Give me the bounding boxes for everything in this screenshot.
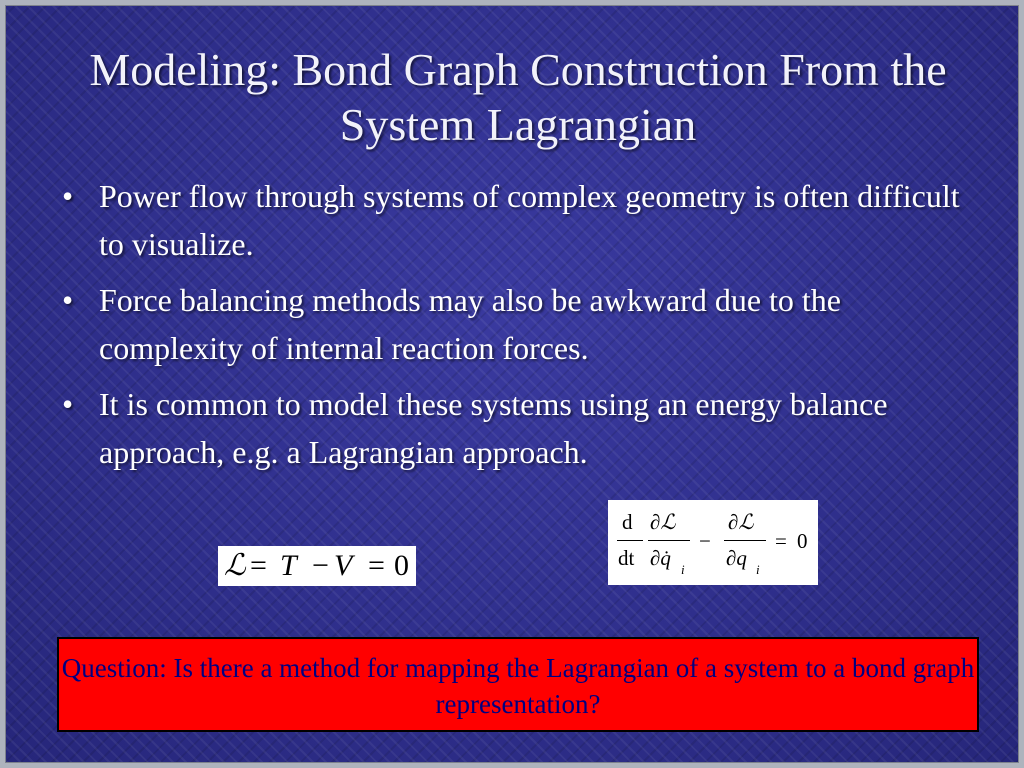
bullet-marker: •	[62, 282, 74, 318]
bullet-text: It is common to model these systems using an energy balance approach, e.g. a Lagrangian approach.	[99, 386, 888, 470]
bullet-text: Force balancing methods may also be awkward due to the complexity of internal reaction forces.	[99, 282, 841, 366]
eq-zero: 0	[797, 529, 808, 553]
bullet-list	[62, 172, 982, 484]
eq-equals: =	[368, 549, 385, 582]
eq-equals: =	[775, 529, 787, 553]
bullet-marker: •	[62, 386, 74, 422]
bullet-text: Power flow through systems of complex geometry is often difficult to visualize.	[99, 178, 960, 262]
bullet-marker: •	[62, 178, 74, 214]
eq-dt-denominator: dt	[618, 546, 635, 570]
eq-d-numerator: d	[622, 510, 633, 534]
fraction-bar	[648, 540, 690, 541]
euler-lagrange-equation	[608, 500, 818, 585]
eq-equals: =	[250, 549, 267, 582]
eq-minus: −	[312, 549, 329, 582]
eq-subscript-i: i	[756, 562, 760, 577]
eq-partial-lagrangian: ∂ℒ	[728, 510, 754, 534]
question-callout: Question: Is there a method for mapping the Lagrangian of a system to a bond graph representation?	[57, 637, 979, 732]
eq-partial-q: ∂q	[726, 546, 747, 570]
eq-potential-energy: V	[334, 549, 353, 582]
bullet-item	[62, 380, 982, 476]
bullet-item	[62, 172, 982, 268]
eq-partial-lagrangian: ∂ℒ	[650, 510, 676, 534]
eq-partial-qdot: ∂q̇	[650, 546, 671, 570]
lagrangian-equation	[218, 546, 416, 586]
bullet-item	[62, 276, 982, 372]
eq-minus: −	[699, 529, 711, 553]
fraction-bar	[617, 540, 643, 541]
fraction-bar	[724, 540, 766, 541]
eq-lagrangian-symbol: ℒ	[224, 549, 246, 582]
slide-title: Modeling: Bond Graph Construction From the System Lagrangian	[89, 44, 947, 150]
eq-zero: 0	[394, 549, 409, 582]
eq-subscript-i: i	[681, 562, 685, 577]
eq-kinetic-energy: T	[280, 549, 297, 582]
